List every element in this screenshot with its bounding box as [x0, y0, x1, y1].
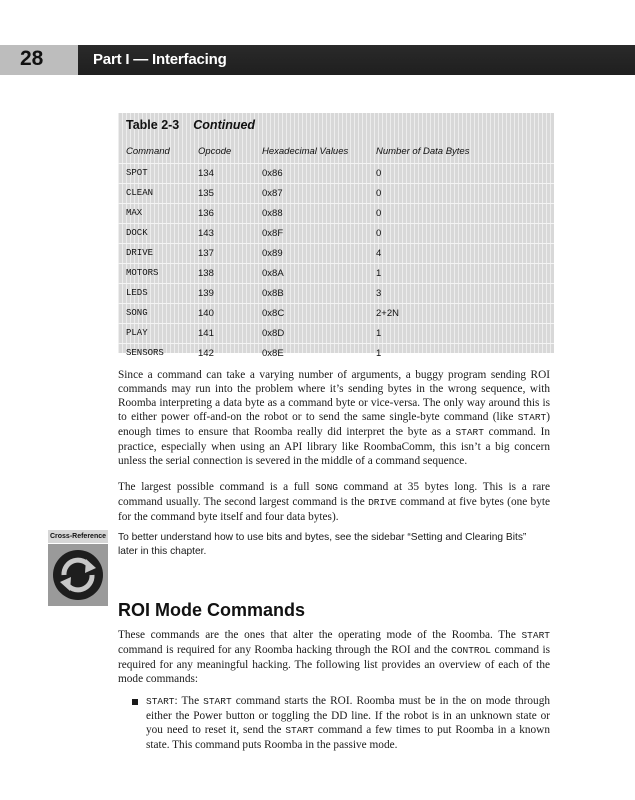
cell-hex: 0x88: [262, 208, 283, 219]
body-paragraph: The largest possible command is a full SONG command at 35 bytes long. This is a rare command usually. The second largest command is the DRIVE command at five bytes (one byte for the command byte itself and four data bytes).: [118, 481, 550, 523]
table-row: [118, 323, 554, 343]
column-header: Number of Data Bytes: [376, 146, 470, 157]
table-row: [118, 223, 554, 243]
table-caption: [126, 118, 255, 132]
cell-bytes: 0: [376, 228, 382, 239]
table-row: [118, 263, 554, 283]
column-header: Hexadecimal Values: [262, 146, 349, 157]
cell-command: DOCK: [126, 228, 148, 238]
cell-command: PLAY: [126, 328, 148, 338]
inline-code: START: [517, 412, 547, 423]
table-body: [118, 163, 554, 363]
inline-code: START: [146, 696, 175, 707]
cell-bytes: 1: [376, 348, 382, 359]
inline-code: START: [521, 630, 550, 641]
cell-hex: 0x8C: [262, 308, 285, 319]
page-number-tab: [0, 45, 78, 75]
inline-code: START: [455, 427, 484, 438]
cell-opcode: 143: [198, 228, 214, 239]
inline-code: START: [203, 696, 232, 707]
inline-code: START: [285, 725, 314, 736]
table-row: [118, 203, 554, 223]
cell-command: LEDS: [126, 288, 148, 298]
page-number: 28: [20, 47, 44, 70]
cell-opcode: 141: [198, 328, 214, 339]
cell-opcode: 135: [198, 188, 214, 199]
cell-hex: 0x8A: [262, 268, 284, 279]
bullet-square-icon: [132, 699, 138, 705]
cell-command: MOTORS: [126, 268, 159, 278]
table-label: Table 2-3: [126, 118, 180, 132]
section-heading: ROI Mode Commands: [118, 600, 306, 620]
inline-code: DRIVE: [368, 497, 397, 508]
cell-hex: 0x86: [262, 168, 283, 179]
table-row: [118, 303, 554, 323]
cross-reference-box: [48, 530, 108, 606]
table-row: [118, 163, 554, 183]
column-header: Opcode: [198, 146, 232, 157]
cell-command: MAX: [126, 208, 143, 218]
cell-opcode: 136: [198, 208, 214, 219]
cell-hex: 0x87: [262, 188, 283, 199]
table-continued: Continued: [193, 118, 256, 132]
cell-hex: 0x8E: [262, 348, 284, 359]
cell-command: SPOT: [126, 168, 148, 178]
cell-hex: 0x8B: [262, 288, 284, 299]
inline-code: CONTROL: [451, 645, 492, 656]
table-row: [118, 243, 554, 263]
cell-opcode: 139: [198, 288, 214, 299]
column-header: Command: [126, 146, 170, 157]
cell-opcode: 142: [198, 348, 214, 359]
cell-opcode: 140: [198, 308, 214, 319]
opcode-table: [118, 113, 554, 359]
cell-bytes: 4: [376, 248, 382, 259]
table-header-row: [118, 141, 554, 163]
cell-bytes: 2+2N: [376, 308, 399, 319]
cell-command: DRIVE: [126, 248, 154, 258]
body-paragraph: Since a command can take a varying number of arguments, a buggy program sending ROI commands may run into the problem where it’s sending bytes in the wrong sequence, with Roomba interpreting a data byte as a command byte or vice-versa. The only way around this is to either power off-and-on the robot or to send the same single-byte command (like START) enough times to ensure that Roomba really did interpret the byte as a START command. In practice, especially when using an API library like RoombaComm, this isn’t a big concern unless the serial connection is severed in the middle of a command sequence.: [118, 369, 551, 467]
cell-command: SONG: [126, 308, 148, 318]
list-item: START: The START command starts the ROI. Roomba must be in the on mode through either the Power button or toggling the DD line. If the robot is in an unknown state or you need to reset it, send the START command a few times to put Roomba in a known state. This command puts Roomba in the passive mode.: [146, 695, 550, 751]
table-row: [118, 343, 554, 363]
table-row: [118, 283, 554, 303]
cell-command: SENSORS: [126, 348, 164, 358]
inline-code: SONG: [315, 482, 338, 493]
cell-bytes: 1: [376, 328, 382, 339]
body-paragraph: These commands are the ones that alter the operating mode of the Roomba. The START command is required for any Roomba hacking through the ROI and the CONTROL command is required for any meaningful hacking. The following list provides an overview of each of the mode commands:: [118, 629, 550, 685]
cell-opcode: 134: [198, 168, 214, 179]
cross-reference-label: Cross-Reference: [48, 530, 108, 543]
cell-bytes: 1: [376, 268, 382, 279]
cell-command: CLEAN: [126, 188, 154, 198]
cell-hex: 0x8D: [262, 328, 285, 339]
page-header: [0, 45, 635, 75]
cell-opcode: 137: [198, 248, 214, 259]
part-title: Part I — Interfacing: [93, 51, 227, 68]
cell-bytes: 0: [376, 168, 382, 179]
cell-bytes: 0: [376, 188, 382, 199]
cell-hex: 0x89: [262, 248, 283, 259]
cell-bytes: 0: [376, 208, 382, 219]
cross-reference-icon: [48, 544, 108, 606]
cell-opcode: 138: [198, 268, 214, 279]
cell-hex: 0x8F: [262, 228, 284, 239]
table-row: [118, 183, 554, 203]
cell-bytes: 3: [376, 288, 382, 299]
cross-reference-text: To better understand how to use bits and bytes, see the sidebar “Setting and Clearing Bits” later in this chapter.: [118, 532, 527, 557]
